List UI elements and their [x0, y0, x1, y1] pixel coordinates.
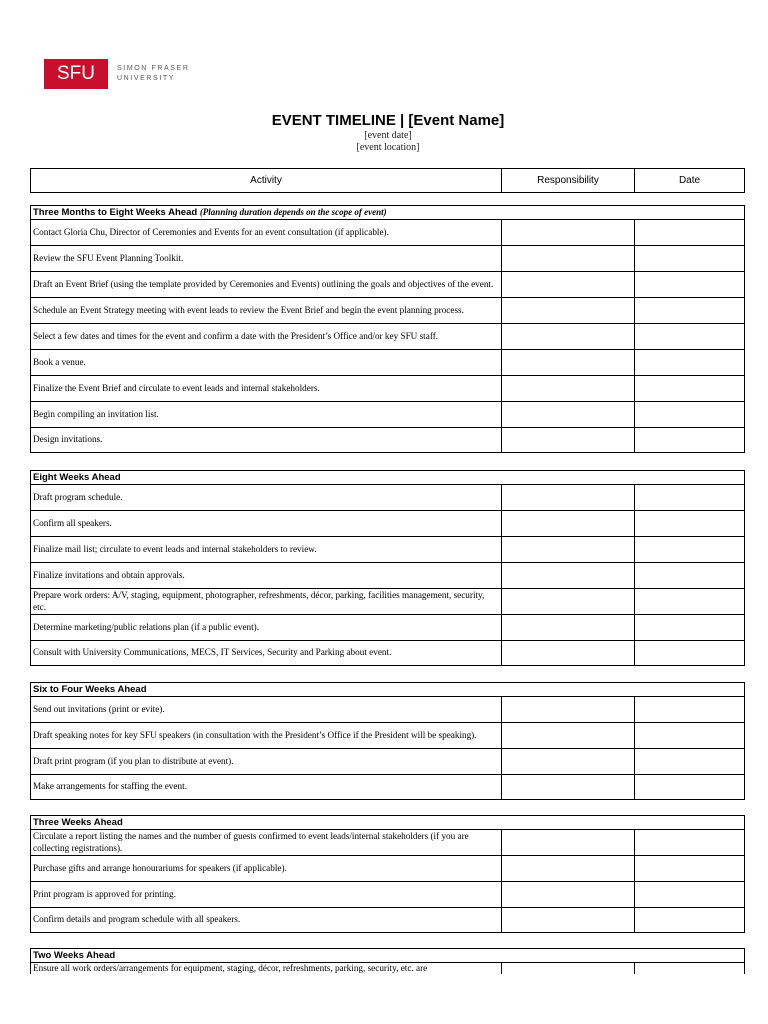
responsibility-cell[interactable]	[502, 589, 635, 614]
date-cell[interactable]	[635, 589, 744, 614]
responsibility-cell[interactable]	[502, 376, 635, 401]
table-row	[30, 907, 745, 933]
table-row	[30, 696, 745, 722]
table-row	[30, 588, 745, 614]
table-row	[30, 722, 745, 748]
table-row	[30, 297, 745, 323]
table-row	[30, 510, 745, 536]
activity-cell: Schedule an Event Strategy meeting with event leads to review the Event Brief and begin the event planning process.	[31, 298, 502, 323]
activity-cell: Confirm details and program schedule with all speakers.	[31, 908, 502, 932]
logo-wordmark	[117, 64, 189, 84]
activity-cell: Contact Gloria Chu, Director of Ceremonies and Events for an event consultation (if applicable).	[31, 220, 502, 245]
date-cell[interactable]	[635, 908, 744, 932]
logo-mark: SFU	[44, 59, 108, 89]
activity-cell: Confirm all speakers.	[31, 511, 502, 536]
section-heading	[30, 948, 745, 962]
responsibility-cell[interactable]	[502, 402, 635, 427]
section-heading-text: Six to Four Weeks Ahead	[33, 684, 147, 695]
table-row	[30, 855, 745, 881]
date-cell[interactable]	[635, 537, 744, 562]
activity-cell: Circulate a report listing the names and the number of guests confirmed to event leads/internal stakeholders (if you are collecting registrations).	[31, 830, 502, 855]
date-cell[interactable]	[635, 324, 744, 349]
logo-line-1: SIMON FRASER	[117, 65, 190, 72]
responsibility-cell[interactable]	[502, 723, 635, 748]
column-header-responsibility: Responsibility	[502, 169, 635, 192]
date-cell[interactable]	[635, 775, 744, 799]
page-title: EVENT TIMELINE | [Event Name]	[271, 112, 505, 129]
date-cell[interactable]	[635, 563, 744, 588]
responsibility-cell[interactable]	[502, 856, 635, 881]
date-cell[interactable]	[635, 641, 744, 665]
section-heading	[30, 205, 745, 219]
section-heading-text: Three Months to Eight Weeks Ahead	[33, 207, 198, 218]
table-row	[30, 375, 745, 401]
date-cell[interactable]	[635, 272, 744, 297]
date-cell[interactable]	[635, 220, 744, 245]
responsibility-cell[interactable]	[502, 428, 635, 452]
section-heading-text: Three Weeks Ahead	[33, 817, 123, 828]
timeline-section	[30, 682, 745, 800]
column-header-date: Date	[678, 175, 701, 186]
activity-cell: Select a few dates and times for the event and confirm a date with the President’s Office and/or key SFU staff.	[31, 324, 502, 349]
activity-cell: Purchase gifts and arrange honourariums for speakers (if applicable).	[31, 856, 502, 881]
timeline-section	[30, 815, 745, 933]
timeline-section	[30, 205, 745, 453]
responsibility-cell[interactable]	[502, 908, 635, 932]
responsibility-cell[interactable]	[502, 615, 635, 640]
table-row	[30, 323, 745, 349]
date-cell[interactable]	[635, 246, 744, 271]
table-row	[30, 640, 745, 666]
date-cell[interactable]	[635, 376, 744, 401]
column-header-activity: Activity	[31, 169, 502, 192]
table-row	[30, 484, 745, 510]
date-cell[interactable]	[635, 723, 744, 748]
responsibility-cell[interactable]	[502, 882, 635, 907]
responsibility-cell[interactable]	[502, 246, 635, 271]
section-heading	[30, 815, 745, 829]
date-cell[interactable]	[635, 749, 744, 774]
activity-cell: Finalize invitations and obtain approvals.	[31, 563, 502, 588]
activity-cell: Draft print program (if you plan to distribute at event).	[31, 749, 502, 774]
date-cell[interactable]	[635, 615, 744, 640]
date-cell[interactable]	[635, 963, 744, 974]
logo-line-2: UNIVERSITY	[117, 75, 176, 82]
event-date: [event date]	[364, 130, 412, 141]
table-row	[30, 748, 745, 774]
date-cell[interactable]	[635, 428, 744, 452]
table-row	[30, 562, 745, 588]
timeline-section	[30, 948, 745, 974]
responsibility-cell[interactable]	[502, 775, 635, 799]
section-note: (Planning duration depends on the scope of event)	[199, 207, 387, 217]
activity-cell: Draft an Event Brief (using the template provided by Ceremonies and Events) outlining the goals and objectives of the event.	[31, 272, 502, 297]
activity-cell: Draft program schedule.	[31, 485, 502, 510]
date-cell[interactable]	[635, 402, 744, 427]
activity-cell: Ensure all work orders/arrangements for equipment, staging, décor, refreshments, parking, security, etc. are	[31, 963, 502, 974]
date-cell[interactable]	[635, 856, 744, 881]
responsibility-cell[interactable]	[502, 537, 635, 562]
section-heading	[30, 470, 745, 484]
activity-cell: Consult with University Communications, MECS, IT Services, Security and Parking about event.	[31, 641, 502, 665]
table-row	[30, 245, 745, 271]
responsibility-cell[interactable]	[502, 324, 635, 349]
date-cell[interactable]	[635, 830, 744, 855]
responsibility-cell[interactable]	[502, 272, 635, 297]
date-cell[interactable]	[635, 511, 744, 536]
table-row	[30, 881, 745, 907]
activity-cell: Review the SFU Event Planning Toolkit.	[31, 246, 502, 271]
section-heading-text: Eight Weeks Ahead	[33, 472, 121, 483]
table-row	[30, 427, 745, 453]
activity-cell: Book a venue.	[31, 350, 502, 375]
activity-cell: Send out invitations (print or evite).	[31, 697, 502, 722]
timeline-section	[30, 470, 745, 666]
table-row	[30, 614, 745, 640]
responsibility-cell[interactable]	[502, 697, 635, 722]
table-row	[30, 271, 745, 297]
responsibility-cell[interactable]	[502, 963, 635, 974]
responsibility-cell[interactable]	[502, 220, 635, 245]
activity-cell: Determine marketing/public relations plan (if a public event).	[31, 615, 502, 640]
responsibility-cell[interactable]	[502, 298, 635, 323]
table-row	[30, 962, 745, 974]
date-cell[interactable]	[635, 350, 744, 375]
responsibility-cell[interactable]	[502, 749, 635, 774]
responsibility-cell[interactable]	[502, 641, 635, 665]
activity-cell: Begin compiling an invitation list.	[31, 402, 502, 427]
section-heading	[30, 682, 745, 696]
date-cell[interactable]	[635, 485, 744, 510]
responsibility-cell[interactable]	[502, 511, 635, 536]
date-cell[interactable]	[635, 697, 744, 722]
activity-cell: Prepare work orders: A/V, staging, equipment, photographer, refreshments, décor, parking, facilities management, security, etc.	[31, 589, 502, 614]
sfu-logo	[44, 59, 189, 89]
table-row	[30, 219, 745, 245]
table-row	[30, 349, 745, 375]
table-header	[30, 168, 745, 193]
date-cell[interactable]	[635, 298, 744, 323]
activity-cell: Draft speaking notes for key SFU speakers (in consultation with the President’s Office if the President will be speaking).	[31, 723, 502, 748]
responsibility-cell[interactable]	[502, 563, 635, 588]
table-row	[30, 536, 745, 562]
responsibility-cell[interactable]	[502, 830, 635, 855]
activity-cell: Make arrangements for staffing the event.	[31, 775, 502, 799]
activity-cell: Print program is approved for printing.	[31, 882, 502, 907]
table-row	[30, 774, 745, 800]
date-cell[interactable]	[635, 882, 744, 907]
table-row	[30, 829, 745, 855]
activity-cell: Finalize mail list; circulate to event leads and internal stakeholders to review.	[31, 537, 502, 562]
responsibility-cell[interactable]	[502, 350, 635, 375]
activity-cell: Design invitations.	[31, 428, 502, 452]
event-location: [event location]	[356, 142, 420, 153]
responsibility-cell[interactable]	[502, 485, 635, 510]
table-row	[30, 401, 745, 427]
activity-cell: Finalize the Event Brief and circulate to event leads and internal stakeholders.	[31, 376, 502, 401]
section-heading-text: Two Weeks Ahead	[33, 950, 116, 961]
